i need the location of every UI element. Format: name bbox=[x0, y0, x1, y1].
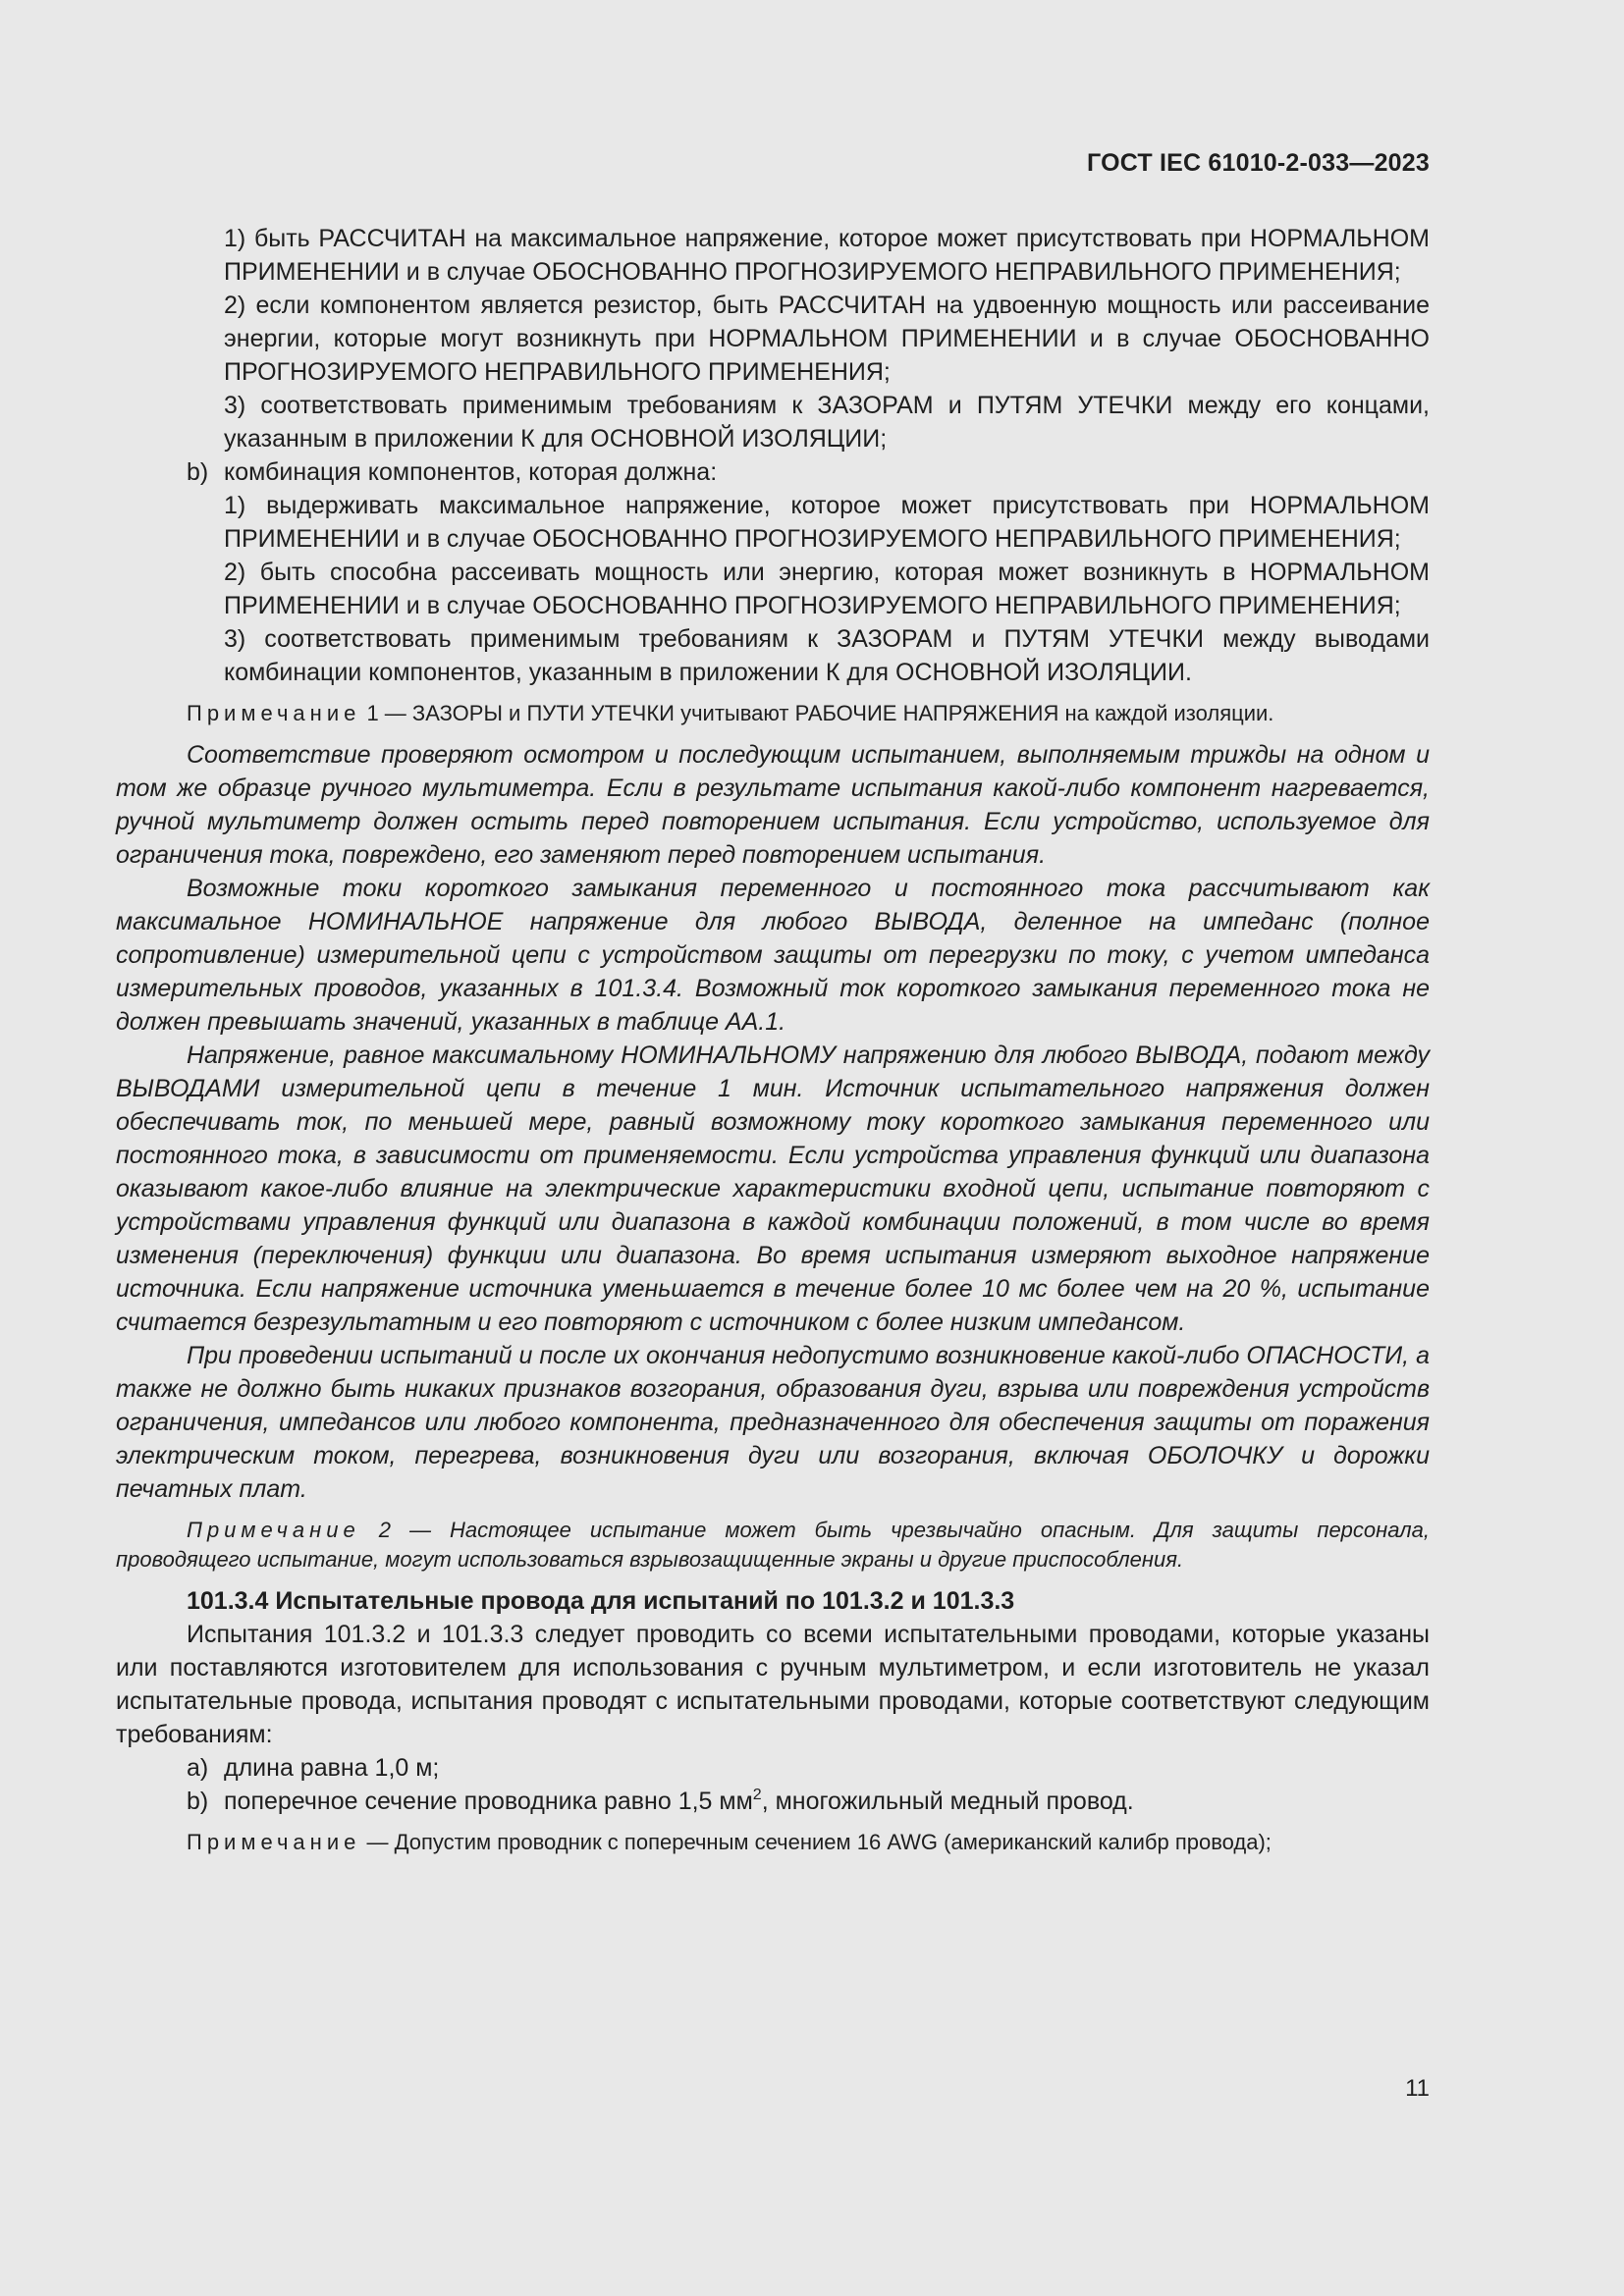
note-3 bbox=[116, 1828, 1430, 1857]
compliance-paragraph-1: Соответствие проверяют осмотром и последующим испытанием, выполняемым трижды на одном и том же образце ручного мультиметра. Если в результате испытания какой-либо компонент нагревается, ручной мультиметр должен остыть перед повторением испытания. Если устройство, используемое для ограничения тока, повреждено, его заменяют перед повторением испытания. bbox=[116, 741, 1430, 869]
section-heading: 101.3.4 Испытательные провода для испытаний по 101.3.2 и 101.3.3 bbox=[187, 1587, 1015, 1615]
section-body: Испытания 101.3.2 и 101.3.3 следует проводить со всеми испытательными проводами, которые указаны или поставляются изготовителем для использования с ручным мультиметром, и если изготовитель не указал испытательные провода, испытания проводят с испытательными проводами, которые соответствуют следующим требованиям: bbox=[116, 1621, 1430, 1748]
list-item-b3: 3) соответствовать применимым требованиям к ЗАЗОРАМ и ПУТЯМ УТЕЧКИ между выводами комбинации компонентов, указанным в приложении К для ОСНОВНОЙ ИЗОЛЯЦИИ. bbox=[224, 625, 1430, 686]
requirement-item-b bbox=[116, 1785, 1430, 1818]
list-item-b2: 2) быть способна рассеивать мощность или энергию, которая может возникнуть в НОРМАЛЬНОМ ПРИМЕНЕНИИ и в случае ОБОСНОВАННО ПРОГНОЗИРУЕМОГО НЕПРАВИЛЬНОГО ПРИМЕНЕНИЯ; bbox=[224, 559, 1430, 619]
superscript-2: 2 bbox=[752, 1787, 762, 1803]
note-2-text: 2 — Настоящее испытание может быть чрезвычайно опасным. Для защиты персонала, проводящего испытание, могут использоваться взрывозащищенные экраны и другие приспособления. bbox=[116, 1518, 1430, 1572]
requirement-text-a: длина равна 1,0 м; bbox=[224, 1754, 440, 1782]
list-label-b: b) bbox=[187, 458, 209, 486]
note-2-label: Примечание bbox=[187, 1518, 360, 1542]
note-1-label: Примечание bbox=[187, 701, 361, 725]
list-text-b: комбинация компонентов, которая должна: bbox=[224, 458, 718, 486]
requirement-label-b: b) bbox=[187, 1788, 209, 1815]
requirement-text-b-end: , многожильный медный провод. bbox=[761, 1788, 1134, 1815]
list-item-a3: 3) соответствовать применимым требованиям к ЗАЗОРАМ и ПУТЯМ УТЕЧКИ между его концами, указанным в приложении К для ОСНОВНОЙ ИЗОЛЯЦИИ; bbox=[224, 392, 1430, 453]
page-content bbox=[116, 222, 1430, 1867]
compliance-paragraph-4: При проведении испытаний и после их окончания недопустимо возникновение какой-либо ОПАСНОСТИ, а также не должно быть никаких признаков возгорания, образования дуги, взрыва или повреждения устройств ограничения, импедансов или любого компонента, предназначенного для обеспечения защиты от поражения электрическим током, перегрева, возникновения дуги или возгорания, включая ОБОЛОЧКУ и дорожки печатных плат. bbox=[116, 1342, 1430, 1503]
compliance-paragraph-2: Возможные токи короткого замыкания переменного и постоянного тока рассчитывают как максимальное НОМИНАЛЬНОЕ напряжение для любого ВЫВОДА, деленное на импеданс (полное сопротивление) измерительной цепи с устройством защиты от перегрузки по току, с учетом импеданса измерительных проводов, указанных в 101.3.4. Возможный ток короткого замыкания переменного тока не должен превышать значений, указанных в таблице АА.1. bbox=[116, 875, 1430, 1036]
list-item-b bbox=[116, 455, 1430, 489]
note-3-label: Примечание bbox=[187, 1830, 361, 1854]
note-2 bbox=[116, 1516, 1430, 1575]
note-1-text: 1 — ЗАЗОРЫ и ПУТИ УТЕЧКИ учитывают РАБОЧИЕ НАПРЯЖЕНИЯ на каждой изоляции. bbox=[360, 701, 1274, 725]
note-1 bbox=[116, 699, 1430, 728]
compliance-paragraph-3: Напряжение, равное максимальному НОМИНАЛЬНОМУ напряжению для любого ВЫВОДА, подают между ВЫВОДАМИ измерительной цепи в течение 1 мин. Источник испытательного напряжения должен обеспечивать ток, по меньшей мере, равный возможному току короткого замыкания переменного или постоянного тока, в зависимости от применяемости. Если устройства управления функций или диапазона оказывают какое-либо влияние на электрические характеристики входной цепи, испытание повторяют с устройствами управления функций или диапазона в каждой комбинации положений, в том числе во время изменения (переключения) функции или диапазона. Во время испытания измеряют выходное напряжение источника. Если напряжение источника уменьшается в течение более 10 мс более чем на 20 %, испытание считается безрезультатным и его повторяют с источником с более низким импедансом. bbox=[116, 1041, 1430, 1336]
list-item-a1: 1) быть РАССЧИТАН на максимальное напряжение, которое может присутствовать при НОРМАЛЬНОМ ПРИМЕНЕНИИ и в случае ОБОСНОВАННО ПРОГНОЗИРУЕМОГО НЕПРАВИЛЬНОГО ПРИМЕНЕНИЯ; bbox=[224, 225, 1430, 286]
standard-designation: ГОСТ IEC 61010-2-033—2023 bbox=[1087, 149, 1430, 177]
note-3-text: — Допустим проводник с поперечным сечением 16 AWG (американский калибр провода); bbox=[360, 1830, 1272, 1854]
requirement-text-b: поперечное сечение проводника равно 1,5 мм bbox=[224, 1788, 753, 1815]
list-item-b1: 1) выдерживать максимальное напряжение, которое может присутствовать при НОРМАЛЬНОМ ПРИМЕНЕНИИ и в случае ОБОСНОВАННО ПРОГНОЗИРУЕМОГО НЕПРАВИЛЬНОГО ПРИМЕНЕНИЯ; bbox=[224, 492, 1430, 553]
page-number: 11 bbox=[1405, 2075, 1430, 2102]
requirement-label-a: a) bbox=[187, 1754, 209, 1782]
requirement-item-a bbox=[116, 1751, 1430, 1785]
list-item-a2: 2) если компонентом является резистор, быть РАССЧИТАН на удвоенную мощность или рассеивание энергии, которые могут возникнуть при НОРМАЛЬНОМ ПРИМЕНЕНИИ и в случае ОБОСНОВАННО ПРОГНОЗИРУЕМОГО НЕПРАВИЛЬНОГО ПРИМЕНЕНИЯ; bbox=[224, 292, 1430, 386]
